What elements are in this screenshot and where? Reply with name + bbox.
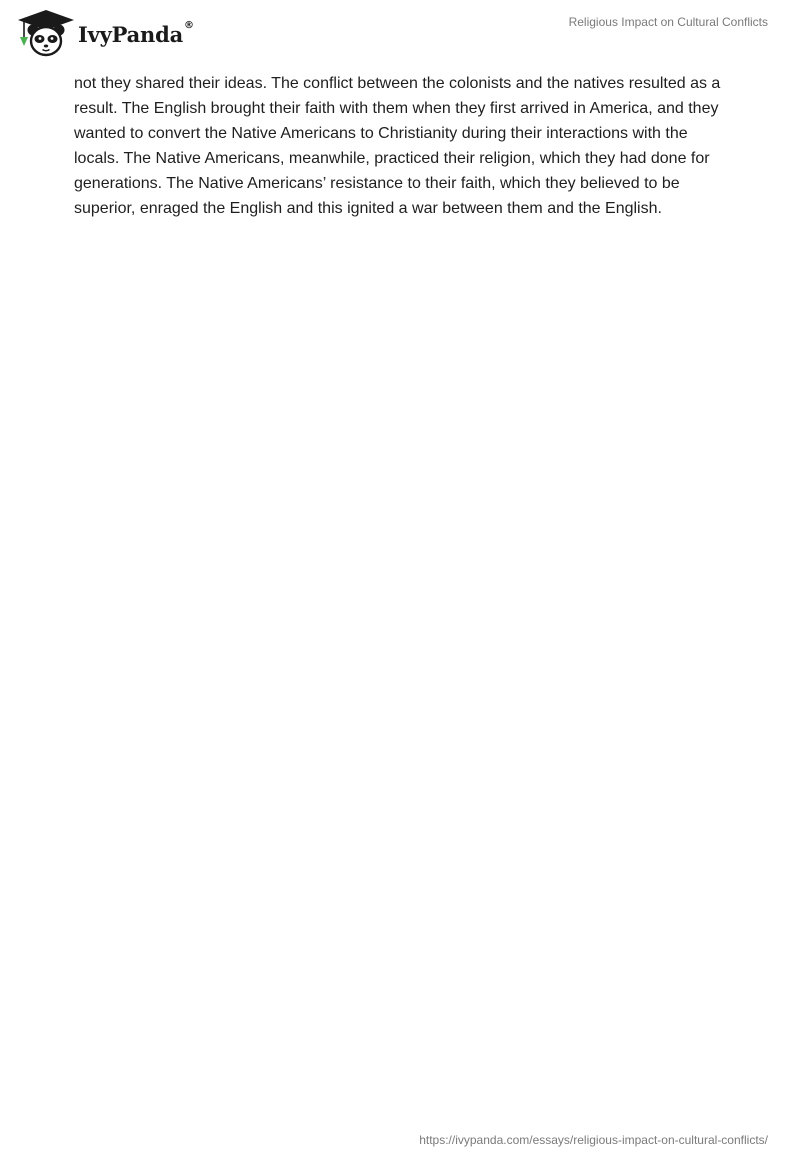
brand-name <box>78 19 194 47</box>
panda-graduation-cap-icon <box>16 8 76 58</box>
page-header <box>0 0 800 64</box>
registered-mark: ® <box>184 19 194 31</box>
source-url: https://ivypanda.com/essays/religious-impact-on-cultural-conflicts/ <box>419 1133 768 1147</box>
document-title: Religious Impact on Cultural Conflicts <box>568 15 768 29</box>
brand-logo[interactable] <box>16 8 194 58</box>
essay-content <box>74 71 734 221</box>
brand-name-text: IvyPanda <box>78 21 184 47</box>
essay-paragraph: not they shared their ideas. The conflict between the colonists and the natives resulted as a result. The English brought their faith with them when they first arrived in America, and they wanted to convert the Native Americans to Christianity during their interactions with the locals. The Native Americans, meanwhile, practiced their religion, which they had done for generations. The Native Americans’ resistance to their faith, which they believed to be superior, enraged the English and this ignited a war between them and the English. <box>74 75 721 217</box>
